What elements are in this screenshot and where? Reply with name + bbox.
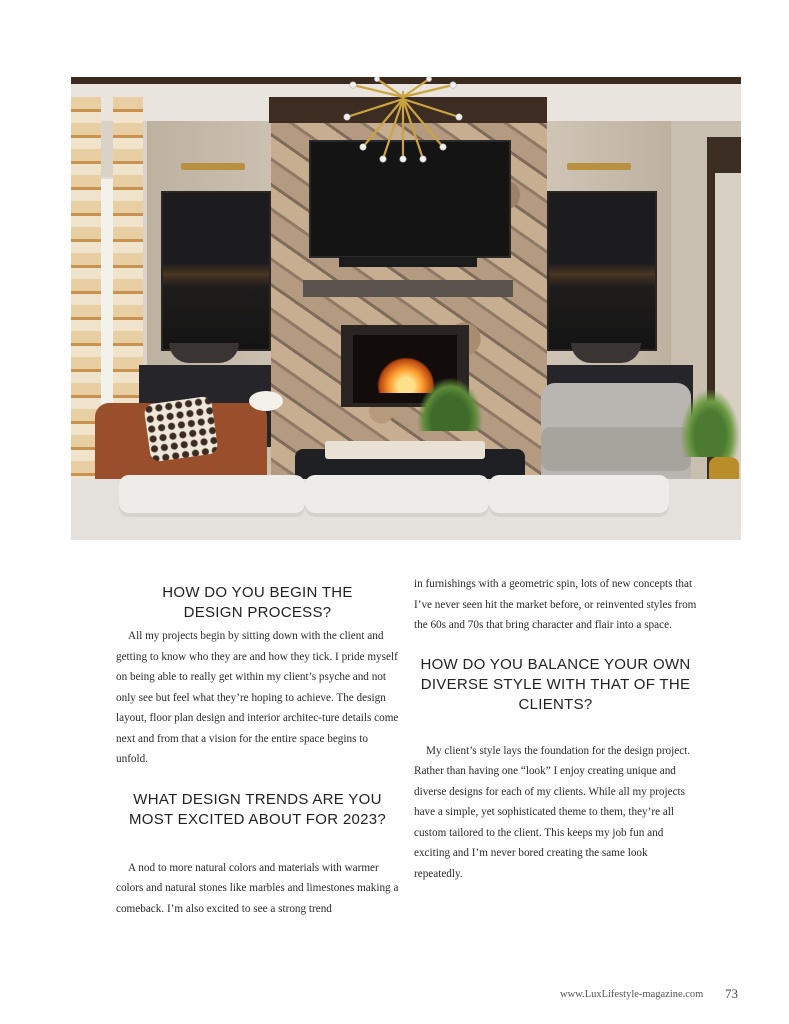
mantel [303, 280, 513, 297]
tray [325, 441, 485, 459]
bowl-right [571, 343, 641, 363]
chandelier-icon [333, 77, 473, 167]
article-column-right [414, 578, 697, 884]
answer-paragraph-1: All my projects begin by sitting down with the client and getting to know who they are and how they tick. I pride myself on being able to really get within my client’s psyche and not only see but feel what they’re hoping to achieve. The design layout, floor plan design and interior architec-ture details come next and from that a vision for the entire space begins to unfold. [116, 630, 399, 765]
sofa-cushion-1 [119, 475, 305, 517]
magazine-url: www.LuxLifestyle-magazine.com [560, 989, 704, 1000]
answer-paragraph-3: My client’s style lays the foundation for the design project. Rather than having one “look” I enjoy creating unique and diverse designs for each of my clients. While all my projects have a simple, yet sophisticated theme to them, they’re all custom tailored to the client. This keeps my job fun and exciting and I’m never bored creating the same look repeatedly. [414, 744, 691, 880]
answer-paragraph-2-continued: in furnishings with a geometric spin, lots of new concepts that I’ve never seen hit the market before, or reinvented styles from the 60s and 70s that bring character and flair into a space. [414, 578, 697, 631]
article-column-left [116, 583, 399, 919]
side-plant [679, 387, 741, 457]
question-heading-1: HOW DO YOU BEGIN THE DESIGN PROCESS? [162, 584, 353, 621]
sconce-right [567, 163, 631, 170]
patterned-pillow [143, 396, 218, 463]
question-heading-2: WHAT DESIGN TRENDS ARE YOU MOST EXCITED ABOUT FOR 2023? [128, 790, 387, 828]
flowers [249, 391, 283, 411]
sofa-cushion-2 [305, 475, 489, 517]
artwork-right [547, 191, 657, 351]
living-room-photo [71, 77, 741, 540]
question-heading-3: HOW DO YOU BALANCE YOUR OWN DIVERSE STYLE WITH THAT OF THE CLIENTS? [420, 655, 691, 713]
artwork-left [161, 191, 271, 351]
answer-paragraph-2: A nod to more natural colors and materials with warmer colors and natural stones like marbles and limestones making a comeback. I’m also excited to see a strong trend [116, 861, 399, 915]
bowl-left [169, 343, 239, 363]
soundbar [339, 257, 477, 267]
armchair-right-seat [541, 427, 691, 471]
fern-plant [417, 377, 483, 431]
sofa-cushion-3 [489, 475, 669, 517]
sconce-left [181, 163, 245, 170]
page-number: 73 [725, 986, 738, 1001]
